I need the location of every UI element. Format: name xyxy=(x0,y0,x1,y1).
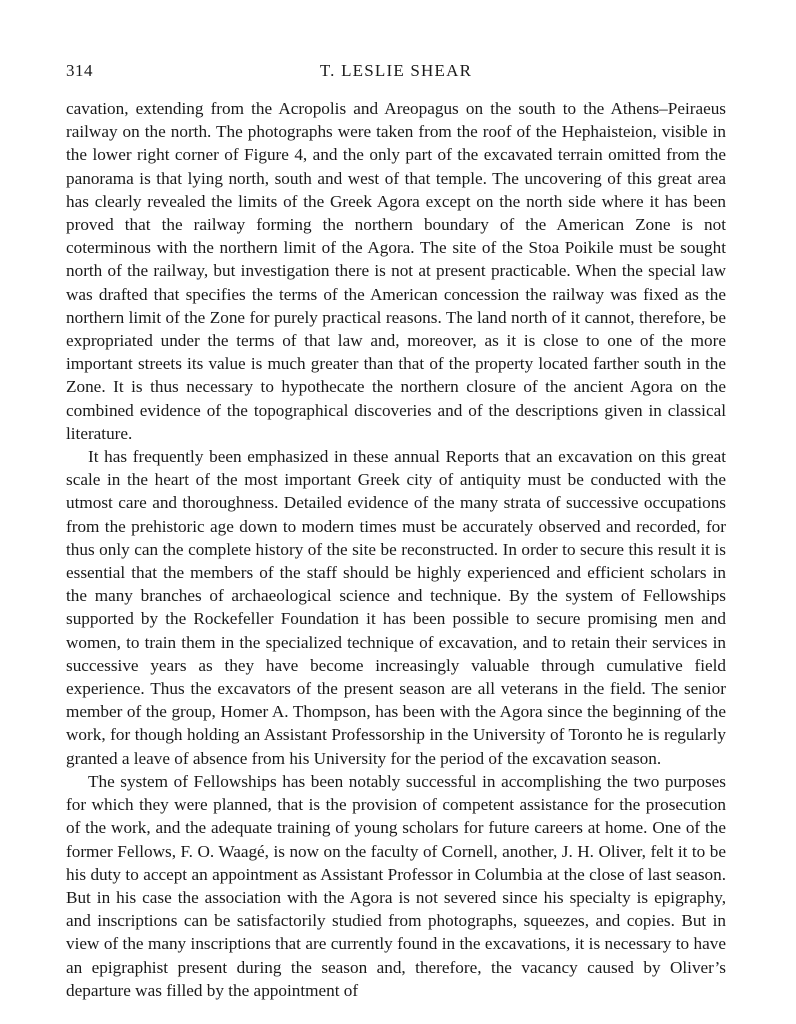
page-number: 314 xyxy=(66,61,93,80)
running-head xyxy=(66,61,726,83)
paragraph: It has frequently been emphasized in these annual Reports that an excavation on this great scale in the heart of the most important Greek city of antiquity must be conducted with the utmost care and thoroughness. Detailed evidence of the many strata of successive occupations from the prehistoric age down to modern times must be accurately observed and recorded, for thus only can the complete history of the site be reconstructed. In order to secure this result it is essential that the members of the staff should be highly experienced and efficient scholars in the many branches of archaeological science and technique. By the system of Fellowships supported by the Rockefeller Foundation it has been possible to secure promising men and women, to train them in the specialized technique of excavation, and to retain their services in successive years as they have become increasingly valuable through cumulative field experience. Thus the excavators of the present season are all veterans in the field. The senior member of the group, Homer A. Thompson, has been with the Agora since the beginning of the work, for though holding an Assistant Professorship in the University of Toronto he is regularly granted a leave of absence from his University for the period of the excavation season. xyxy=(66,447,726,768)
body-text xyxy=(66,97,726,1002)
running-title: T. LESLIE SHEAR xyxy=(319,61,473,80)
paragraph: cavation, extending from the Acropolis and Areopagus on the south to the Athens–Peiraeus railway on the north. The photographs were taken from the roof of the Hephaisteion, visible in the lower right corner of Figure 4, and the only part of the excavated terrain omitted from the panorama is that lying north, south and west of that temple. The uncovering of this great area has clearly revealed the limits of the Greek Agora except on the north side where it has been proved that the railway forming the northern boundary of the American Zone is not coterminous with the northern limit of the Agora. The site of the Stoa Poikile must be sought north of the railway, but investigation there is not at present practicable. When the special law was drafted that specifies the terms of the American concession the railway was fixed as the northern limit of the Zone for purely practical reasons. The land north of it cannot, therefore, be expropriated under the terms of that law and, moreover, as it is close to one of the more important streets its value is much greater than that of the property located farther south in the Zone. It is thus necessary to hypothecate the northern closure of the ancient Agora on the combined evidence of the topographical discoveries and of the descriptions given in classical literature. xyxy=(66,99,726,443)
paragraph: The system of Fellowships has been notably successful in accomplishing the two purposes for which they were planned, that is the provision of competent assistance for the prosecution of the work, and the adequate training of young scholars for future careers at home. One of the former Fellows, F. O. Waagé, is now on the faculty of Cornell, another, J. H. Oliver, felt it to be his duty to accept an appointment as Assistant Professor in Columbia at the close of last season. But in his case the association with the Agora is not severed since his specialty is epigraphy, and inscriptions can be satisfactorily studied from photographs, squeezes, and copies. But in view of the many inscriptions that are currently found in the excavations, it is necessary to have an epigraphist present during the season and, therefore, the vacancy caused by Oliver’s departure was filled by the appointment of xyxy=(66,771,726,1000)
